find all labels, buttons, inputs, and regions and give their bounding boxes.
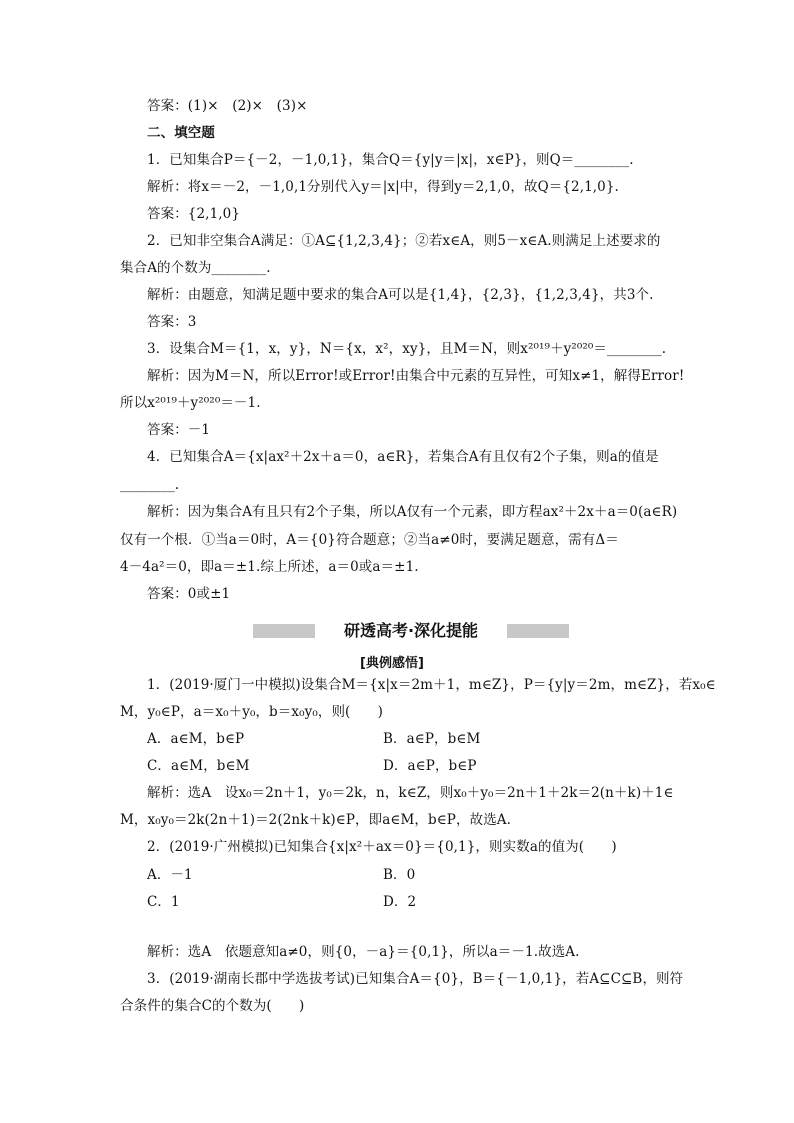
answer-line: 答案：0或±1 (147, 586, 231, 602)
solution-line: 4－4a²＝0，即a＝±1.综上所述，a＝0或a＝±1. (120, 559, 419, 575)
answer-line: 答案：－1 (147, 422, 211, 438)
question-line: 3．(2019·湖南长郡中学选拔考试)已知集合A＝{0}，B＝{－1,0,1}，若A⊆C⊆B，则符 (147, 971, 684, 987)
option-c: C．a∈M，b∈M (147, 758, 250, 774)
banner-bar-left (253, 624, 315, 638)
option-a: A．－1 (147, 867, 193, 883)
question-line: 2．已知非空集合A满足：①A⊆{1,2,3,4}；②若x∈A，则5－x∈A.则满足上述要求的 (147, 233, 661, 249)
section-heading: 二、填空题 (147, 125, 215, 141)
answer-line: 答案：3 (147, 314, 197, 330)
section-banner (253, 620, 569, 642)
banner-bar-right (507, 624, 569, 638)
option-b: B．0 (383, 867, 416, 883)
answer-line: 答案：(1)× (2)× (3)× (147, 98, 308, 114)
solution-line: 解析：将x＝－2，－1,0,1分别代入y＝|x|中，得到y＝2,1,0，故Q＝{2,1,0}. (147, 179, 619, 195)
solution-line: 解析：选A 依题意知a≠0，则{0，－a}＝{0,1}，所以a＝－1.故选A. (147, 944, 580, 960)
solution-line: 仅有一个根．①当a＝0时，A＝{0}符合题意；②当a≠0时，要满足题意，需有Δ＝ (120, 532, 619, 548)
answer-line: 答案：{2,1,0} (147, 206, 241, 222)
banner-title: 研透高考·深化提能 (317, 620, 505, 642)
solution-line: 解析：因为M＝N，所以Error!或Error!由集合中元素的互异性，可知x≠1，解得Error! (147, 368, 685, 384)
option-d: D．2 (383, 894, 417, 910)
option-d: D．a∈P，b∈P (383, 758, 477, 774)
subheading: [典例感悟] (360, 656, 424, 671)
solution-line: 所以x²⁰¹⁹＋y²⁰²⁰＝－1. (120, 395, 261, 411)
question-line: M，y₀∈P，a＝x₀＋y₀，b＝x₀y₀，则( ) (120, 704, 383, 720)
question-line: 2．(2019·广州模拟)已知集合{x|x²＋ax＝0}＝{0,1}，则实数a的值为( ) (147, 839, 617, 855)
option-b: B．a∈P，b∈M (383, 731, 481, 747)
solution-line: 解析：由题意，知满足题中要求的集合A可以是{1,4}，{2,3}，{1,2,3,4}，共3个. (147, 287, 654, 303)
question-line: ________. (120, 477, 180, 493)
question-line: 3．设集合M＝{1，x，y}，N＝{x，x²，xy}，且M＝N，则x²⁰¹⁹＋y²⁰²⁰＝________. (147, 341, 667, 357)
solution-line: 解析：因为集合A有且只有2个子集，所以A仅有一个元素，即方程ax²＋2x＋a＝0(a∈R) (147, 504, 678, 520)
question-line: 集合A的个数为________. (120, 260, 271, 276)
question-line: 1．(2019·厦门一中模拟)设集合M＝{x|x＝2m＋1，m∈Z}，P＝{y|y＝2m，m∈Z}，若x₀∈ (147, 677, 716, 693)
solution-line: 解析：选A 设x₀＝2n＋1，y₀＝2k，n，k∈Z，则x₀＋y₀＝2n＋1＋2k＝2(n＋k)＋1∈ (147, 785, 674, 801)
option-a: A．a∈M，b∈P (147, 731, 245, 747)
question-line: 合条件的集合C的个数为( ) (120, 998, 305, 1014)
option-c: C．1 (147, 894, 180, 910)
question-line: 1．已知集合P＝{－2，－1,0,1}，集合Q＝{y|y＝|x|，x∈P}，则Q＝________. (147, 152, 634, 168)
question-line: 4．已知集合A＝{x|ax²＋2x＋a＝0，a∈R}，若集合A有且仅有2个子集，则a的值是 (147, 449, 659, 465)
solution-line: M，x₀y₀＝2k(2n＋1)＝2(2nk＋k)∈P，即a∈M，b∈P，故选A. (120, 812, 512, 828)
